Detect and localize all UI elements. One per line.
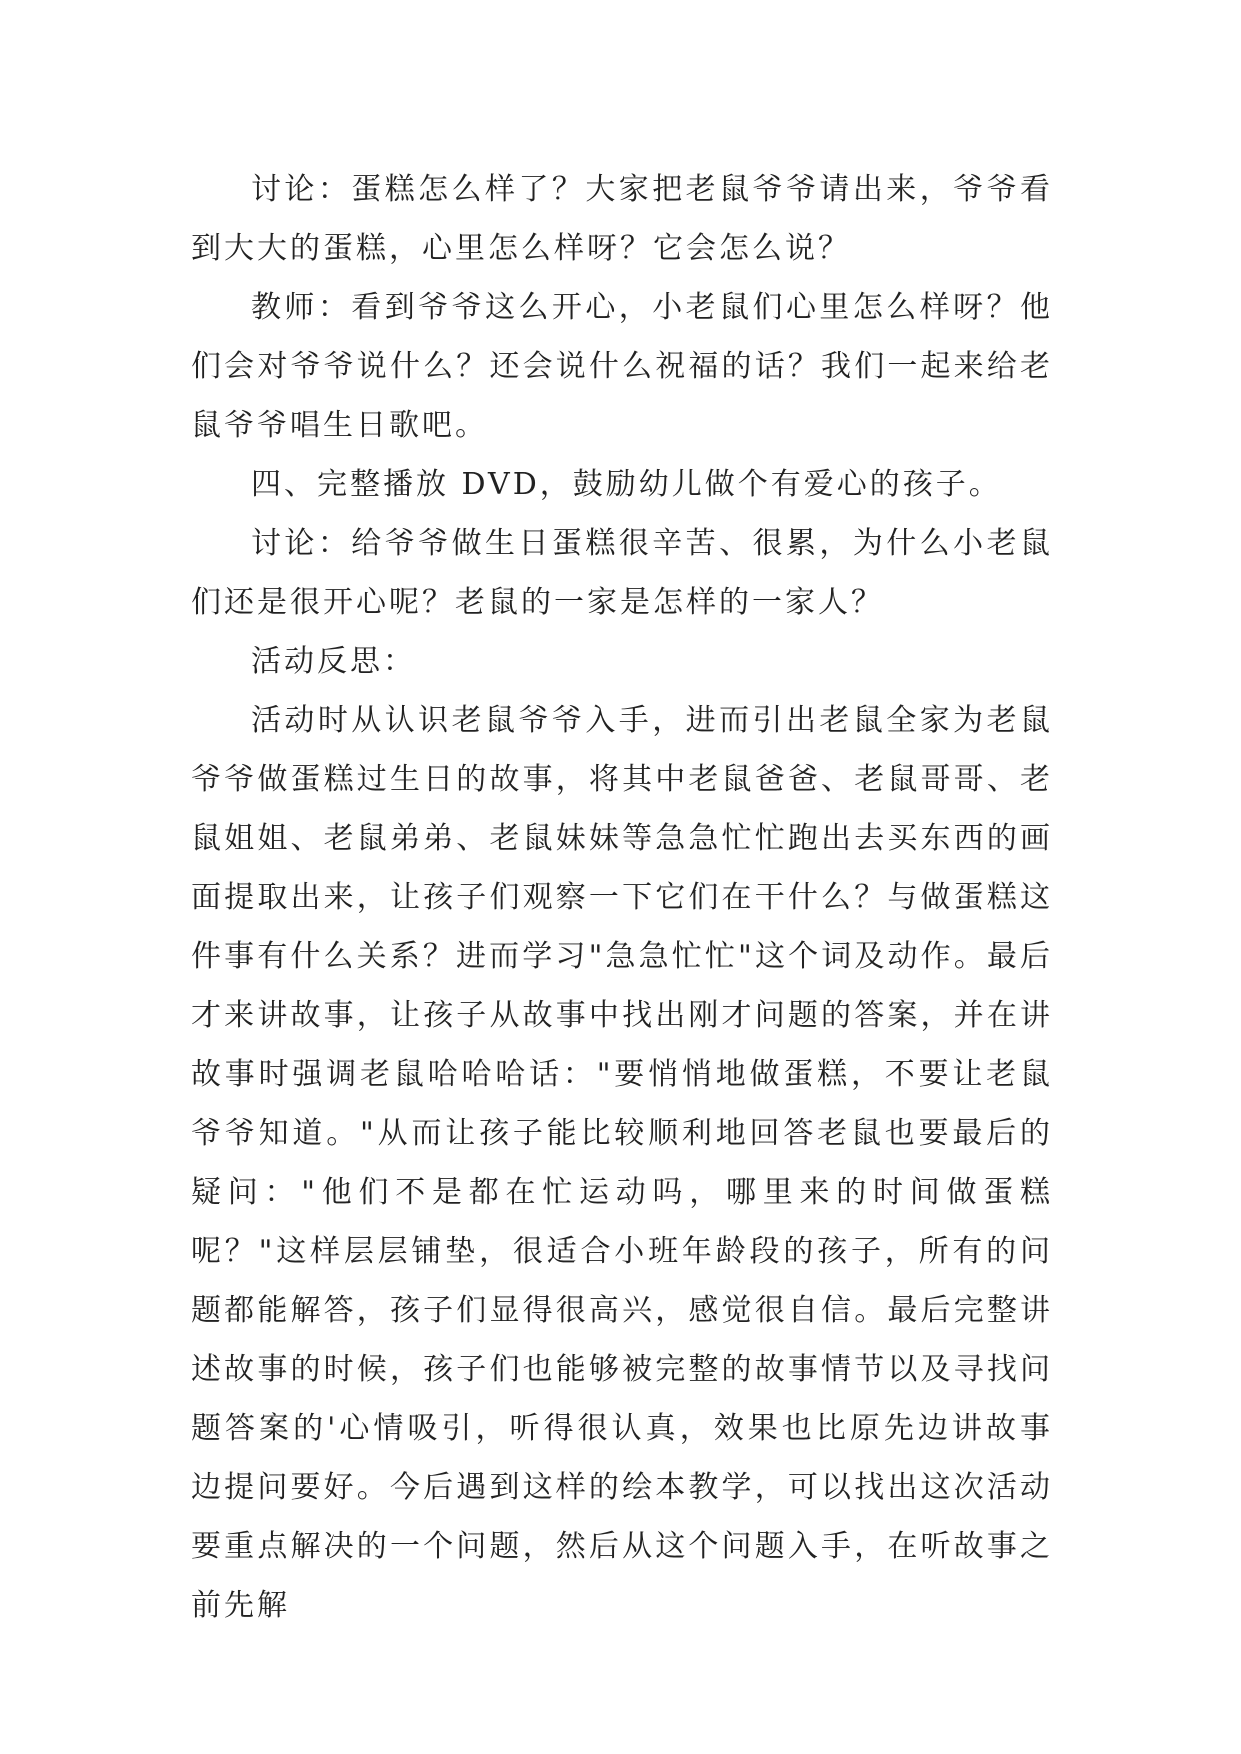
paragraph-step-four: 四、完整播放 DVD，鼓励幼儿做个有爱心的孩子。 <box>251 467 1002 502</box>
paragraph-reflection-body: 活动时从认识老鼠爷爷入手，进而引出老鼠全家为老鼠爷爷做蛋糕过生日的故事，将其中老鼠爸爸、老鼠哥哥、老鼠姐姐、老鼠弟弟、老鼠妹妹等急急忙忙跑出去买东西的画面提取出来，让孩子们观察一下它们在干什么？与做蛋糕这件事有什么关系？进而学习"急急忙忙"这个词及动作。最后才来讲故事，让孩子从故事中找出刚才问题的答案，并在讲故事时强调老鼠哈哈哈话："要悄悄地做蛋糕，不要让老鼠爷爷知道。"从而让孩子能比较顺利地回答老鼠也要最后的疑问："他们不是都在忙运动吗，哪里来的时间做蛋糕呢？"这样层层铺垫，很适合小班年龄段的孩子，所有的问题都能解答，孩子们显得很高兴，感觉很自信。最后完整讲述故事的时候，孩子们也能够被完整的故事情节以及寻找问题答案的'心情吸引，听得很认真，效果也比原先边讲故事边提问要好。今后遇到这样的绘本教学，可以找出这次活动要重点解决的一个问题，然后从这个问题入手，在听故事之前先解 <box>191 703 1053 1623</box>
paragraph-discussion-family: 讨论：给爷爷做生日蛋糕很辛苦、很累，为什么小老鼠们还是很开心呢？老鼠的一家是怎样的一家人？ <box>191 526 1053 620</box>
document-body <box>191 160 1053 1635</box>
paragraph-reflection-heading: 活动反思： <box>251 644 416 679</box>
paragraph-teacher-question: 教师：看到爷爷这么开心，小老鼠们心里怎么样呀？他们会对爷爷说什么？还会说什么祝福的话？我们一起来给老鼠爷爷唱生日歌吧。 <box>191 290 1053 443</box>
paragraph-discussion-cake: 讨论：蛋糕怎么样了？大家把老鼠爷爷请出来，爷爷看到大大的蛋糕，心里怎么样呀？它会怎么说？ <box>191 172 1053 266</box>
